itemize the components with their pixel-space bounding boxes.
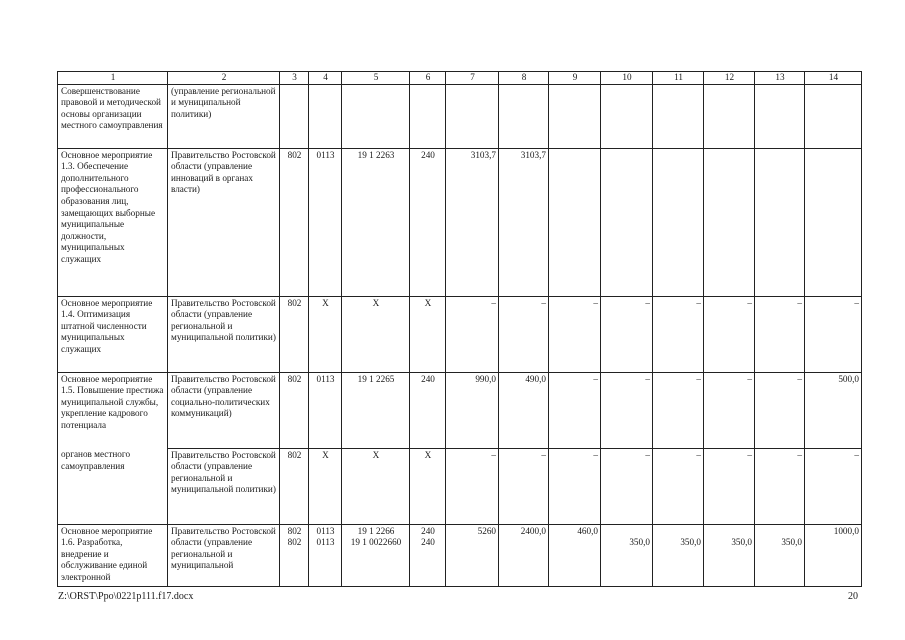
table-cell: Х	[309, 296, 342, 372]
table-cell	[499, 84, 549, 148]
table-cell	[805, 84, 862, 148]
table-row	[58, 372, 862, 448]
header-cell: 13	[755, 72, 805, 85]
header-cell: 4	[309, 72, 342, 85]
file-path: Z:\ORST\Ppo\0221p111.f17.docx	[58, 591, 194, 602]
table-cell: Основное мероприятие 1.6. Разработка, внедрение и обслуживание единой электронной	[58, 524, 168, 586]
table-cell: Х	[410, 448, 446, 524]
table-cell: 1000,0	[805, 524, 862, 586]
table-cell: Основное мероприятие 1.3. Обеспечение дополнительного профессионального образования лиц, замещающих выборные муниципальные должности, муниципальных служащих	[58, 148, 168, 296]
table-cell: 19 1 2263	[342, 148, 410, 296]
table-cell: Х	[342, 448, 410, 524]
table-cell: –	[601, 372, 653, 448]
table-cell: –	[805, 296, 862, 372]
table-cell: –	[499, 448, 549, 524]
header-cell: 12	[704, 72, 755, 85]
table-cell: Правительство Ростовской области (управление социально-политических коммуникаций)	[168, 372, 280, 448]
table-cell: 3103,7	[446, 148, 499, 296]
table-cell: –	[549, 448, 601, 524]
table-cell: –	[549, 372, 601, 448]
table-cell	[309, 84, 342, 148]
table-cell: 240 240	[410, 524, 446, 586]
header-cell: 9	[549, 72, 601, 85]
table-cell: 19 1 2266 19 1 0022660	[342, 524, 410, 586]
table-cell: –	[755, 296, 805, 372]
page-number: 20	[848, 591, 858, 602]
table-cell	[280, 84, 309, 148]
table-cell: 240	[410, 372, 446, 448]
table-cell	[342, 84, 410, 148]
table-cell	[410, 84, 446, 148]
table-cell	[805, 148, 862, 296]
table-cell: –	[653, 372, 704, 448]
table-cell: 2400,0	[499, 524, 549, 586]
table-cell: 3103,7	[499, 148, 549, 296]
table-row	[58, 448, 862, 524]
table-cell: (управление региональной и муниципальной политики)	[168, 84, 280, 148]
table-cell: Совершенствование правовой и методической основы организации местного самоуправления	[58, 84, 168, 148]
table-cell: –	[446, 296, 499, 372]
table-cell	[755, 84, 805, 148]
table-cell	[653, 84, 704, 148]
budget-table	[57, 71, 862, 587]
table-cell: Правительство Ростовской области (управление региональной и муниципальной	[168, 524, 280, 586]
table-cell: –	[601, 296, 653, 372]
table-cell: Х	[309, 448, 342, 524]
table-cell: Х	[410, 296, 446, 372]
table-cell	[704, 84, 755, 148]
table-cell: 5260	[446, 524, 499, 586]
table-cell: –	[704, 448, 755, 524]
table-cell	[755, 148, 805, 296]
table-cell: –	[704, 372, 755, 448]
table-cell	[704, 148, 755, 296]
table-cell: –	[653, 296, 704, 372]
table-cell: –	[499, 296, 549, 372]
table-cell	[446, 84, 499, 148]
table-row	[58, 148, 862, 296]
table-cell: Правительство Ростовской области (управление региональной и муниципальной политики)	[168, 296, 280, 372]
header-cell: 7	[446, 72, 499, 85]
table-cell: 802	[280, 148, 309, 296]
table-cell: 500,0	[805, 372, 862, 448]
budget-table-container	[57, 71, 861, 587]
table-cell: 802 802	[280, 524, 309, 586]
table-cell: 802	[280, 448, 309, 524]
table-cell: Правительство Ростовской области (управление инноваций в органах власти)	[168, 148, 280, 296]
table-cell: –	[601, 448, 653, 524]
header-cell: 2	[168, 72, 280, 85]
table-cell: Основное мероприятие 1.5. Повышение престижа муниципальной службы, укрепление кадрового потенциала	[58, 372, 168, 448]
table-cell	[549, 148, 601, 296]
table-cell: органов местного самоуправления	[58, 448, 168, 524]
header-cell: 3	[280, 72, 309, 85]
table-cell: –	[446, 448, 499, 524]
table-cell	[601, 148, 653, 296]
table-cell: 0113	[309, 148, 342, 296]
table-cell	[653, 148, 704, 296]
table-cell: Правительство Ростовской области (управление региональной и муниципальной политики)	[168, 448, 280, 524]
table-cell: 0113	[309, 372, 342, 448]
table-cell	[549, 84, 601, 148]
table-cell: Основное мероприятие 1.4. Оптимизация штатной численности муниципальных служащих	[58, 296, 168, 372]
table-cell: 350,0	[704, 524, 755, 586]
table-cell: 19 1 2265	[342, 372, 410, 448]
table-cell: 802	[280, 372, 309, 448]
table-cell: 350,0	[755, 524, 805, 586]
table-cell: –	[805, 448, 862, 524]
header-cell: 11	[653, 72, 704, 85]
table-row	[58, 84, 862, 148]
table-cell: Х	[342, 296, 410, 372]
header-cell: 5	[342, 72, 410, 85]
table-cell: 350,0	[601, 524, 653, 586]
table-cell: –	[653, 448, 704, 524]
header-cell: 1	[58, 72, 168, 85]
table-cell: 0113 0113	[309, 524, 342, 586]
table-cell: 350,0	[653, 524, 704, 586]
table-row	[58, 524, 862, 586]
table-cell: 990,0	[446, 372, 499, 448]
table-cell	[601, 84, 653, 148]
table-cell: 490,0	[499, 372, 549, 448]
header-cell: 8	[499, 72, 549, 85]
table-cell: 460,0	[549, 524, 601, 586]
header-cell: 6	[410, 72, 446, 85]
table-cell: 240	[410, 148, 446, 296]
header-cell: 14	[805, 72, 862, 85]
table-header-row	[58, 72, 862, 85]
header-cell: 10	[601, 72, 653, 85]
table-row	[58, 296, 862, 372]
table-cell: –	[755, 372, 805, 448]
table-cell: –	[549, 296, 601, 372]
table-cell: 802	[280, 296, 309, 372]
table-cell: –	[704, 296, 755, 372]
table-cell: –	[755, 448, 805, 524]
